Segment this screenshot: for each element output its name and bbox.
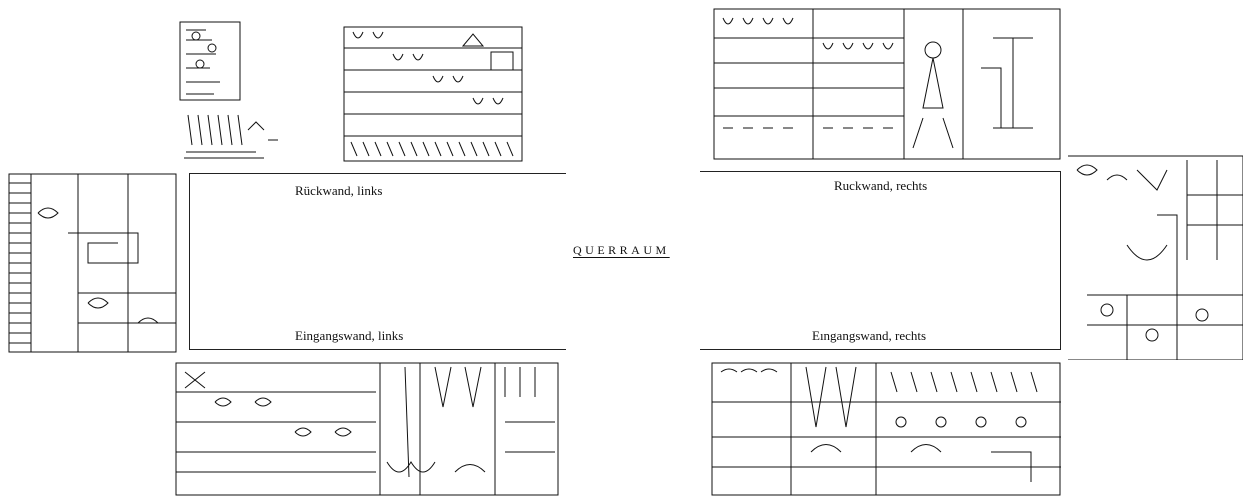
label-back-wall-right: Ruckwand, rechts	[834, 178, 928, 193]
relief-drawing-side-left	[8, 173, 177, 353]
label-back-wall-left: Rückwand, links	[295, 183, 383, 198]
room-outline-right	[700, 171, 1061, 350]
label-entrance-wall-right: Eıngangswand, rechts	[812, 328, 927, 343]
relief-drawing-entrance-left	[175, 362, 559, 496]
room-title: QUERRAUM	[573, 243, 670, 257]
room-outline-left	[189, 173, 566, 350]
relief-drawing-back-left-b	[343, 26, 523, 162]
relief-drawing-side-right	[1067, 155, 1243, 360]
relief-drawing-entrance-right	[711, 362, 1061, 496]
label-entrance-wall-left: Eingangswand, links	[295, 328, 404, 343]
relief-drawing-back-right	[713, 8, 1061, 160]
relief-drawing-back-left-a	[178, 20, 281, 162]
